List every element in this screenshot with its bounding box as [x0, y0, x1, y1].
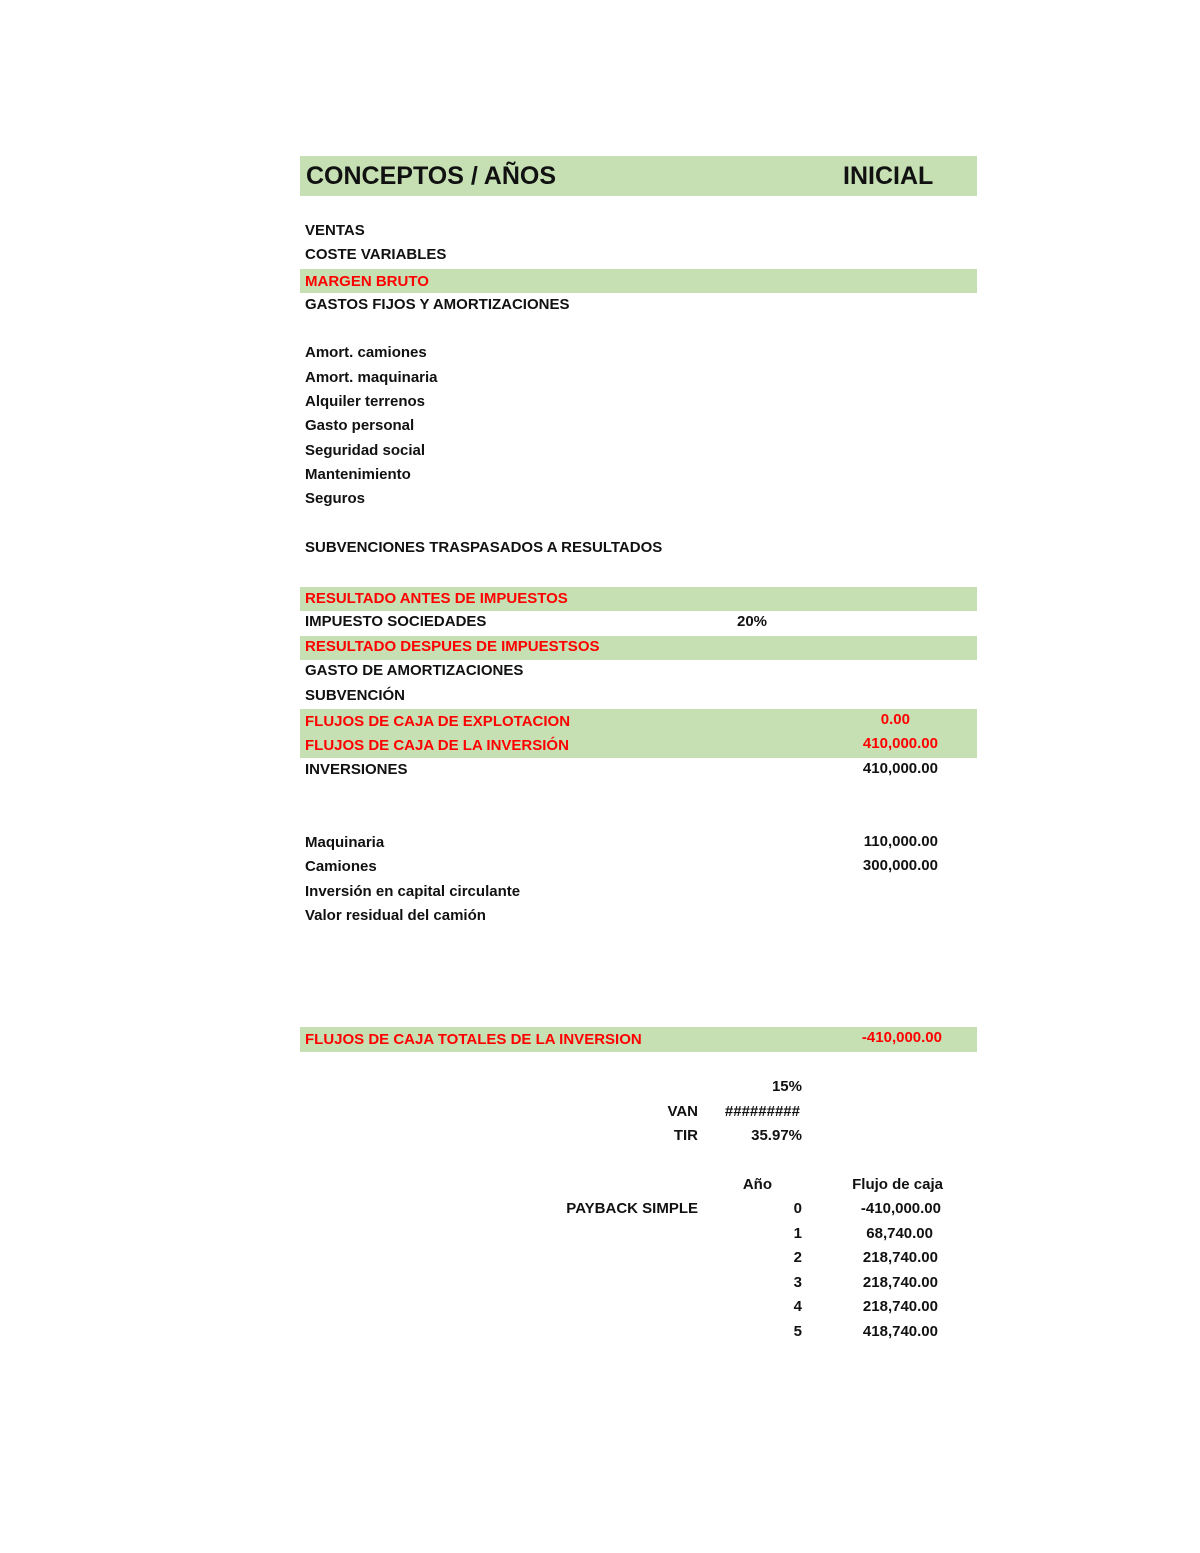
tir-value: 35.97% — [751, 1127, 802, 1144]
payback-flow: 68,740.00 — [866, 1225, 933, 1242]
payback-flow: 218,740.00 — [862, 1274, 938, 1291]
payback-year: 2 — [793, 1249, 802, 1266]
payback-flow-header: Flujo de caja — [852, 1176, 943, 1193]
flujos-explotacion-value: 0.00 — [880, 711, 910, 728]
row-impuesto-sociedades: IMPUESTO SOCIEDADES — [305, 613, 487, 630]
flujos-totales-value: -410,000.00 — [861, 1029, 942, 1046]
flujos-inversion-value: 410,000.00 — [862, 735, 938, 752]
concepts-header: CONCEPTOS / AÑOS — [306, 162, 557, 190]
row-amort-maquinaria: Amort. maquinaria — [305, 369, 438, 386]
van-label: VAN — [667, 1103, 698, 1120]
row-mantenimiento: Mantenimiento — [305, 466, 411, 483]
row-ventas: VENTAS — [305, 222, 365, 239]
payback-year-header: Año — [742, 1176, 772, 1193]
payback-flow: -410,000.00 — [860, 1200, 941, 1217]
payback-flow: 418,740.00 — [862, 1323, 938, 1340]
row-gasto-amortizaciones: GASTO DE AMORTIZACIONES — [305, 662, 524, 679]
row-flujos-totales: FLUJOS DE CAJA TOTALES DE LA INVERSION — [305, 1031, 642, 1048]
tir-label: TIR — [673, 1127, 698, 1144]
inversiones-value: 410,000.00 — [862, 760, 938, 777]
initial-header: INICIAL — [843, 162, 934, 190]
van-value: ######### — [724, 1103, 800, 1120]
impuesto-rate: 20% — [737, 613, 768, 630]
row-seguros: Seguros — [305, 490, 366, 507]
row-gastos-fijos: GASTOS FIJOS Y AMORTIZACIONES — [305, 296, 570, 313]
row-resultado-antes: RESULTADO ANTES DE IMPUESTOS — [305, 590, 568, 607]
row-valor-residual: Valor residual del camión — [305, 907, 486, 924]
row-subvencion: SUBVENCIÓN — [305, 687, 406, 704]
discount-rate: 15% — [771, 1078, 802, 1095]
row-maquinaria: Maquinaria — [305, 834, 385, 851]
row-coste-variables: COSTE VARIABLES — [305, 246, 447, 263]
row-margen-bruto: MARGEN BRUTO — [305, 273, 429, 290]
payback-year: 5 — [793, 1323, 802, 1340]
camiones-value: 300,000.00 — [862, 857, 938, 874]
row-alquiler-terrenos: Alquiler terrenos — [305, 393, 426, 410]
payback-year: 1 — [793, 1225, 802, 1242]
row-inversiones: INVERSIONES — [305, 761, 408, 778]
row-resultado-despues: RESULTADO DESPUES DE IMPUESTSOS — [305, 638, 600, 655]
maquinaria-value: 110,000.00 — [863, 833, 938, 850]
row-subvenciones: SUBVENCIONES TRASPASADOS A RESULTADOS — [305, 539, 663, 556]
payback-flow: 218,740.00 — [862, 1298, 938, 1315]
row-flujos-explotacion: FLUJOS DE CAJA DE EXPLOTACION — [305, 713, 571, 730]
row-flujos-inversion: FLUJOS DE CAJA DE LA INVERSIÓN — [305, 737, 569, 754]
payback-year: 3 — [793, 1274, 802, 1291]
row-amort-camiones: Amort. camiones — [305, 344, 427, 361]
row-camiones: Camiones — [305, 858, 377, 875]
row-capital-circulante: Inversión en capital circulante — [305, 883, 521, 900]
payback-year: 4 — [793, 1298, 802, 1315]
row-gasto-personal: Gasto personal — [305, 417, 415, 434]
row-seguridad-social: Seguridad social — [305, 442, 426, 459]
payback-label: PAYBACK SIMPLE — [566, 1200, 698, 1217]
payback-year: 0 — [793, 1200, 802, 1217]
payback-flow: 218,740.00 — [862, 1249, 938, 1266]
